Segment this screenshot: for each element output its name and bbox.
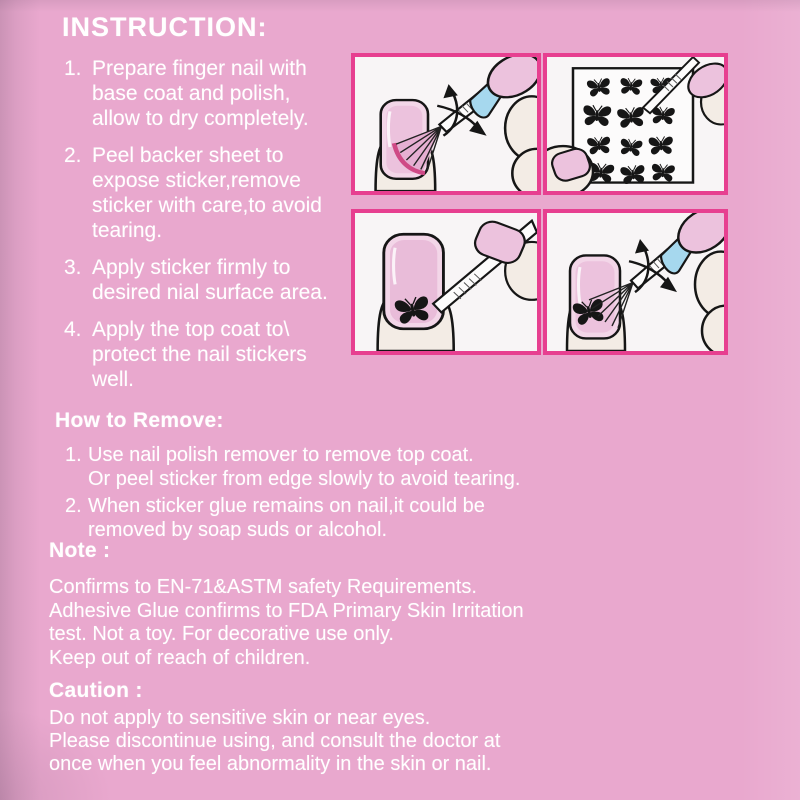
remove-item-1 [65,443,520,491]
item-line: Use nail polish remover to remove top coat. [88,444,474,466]
instruction-step-1 [64,56,364,131]
step-line: expose sticker,remove [92,169,301,192]
caution-line: Please discontinue using, and consult the doctor at [49,730,501,752]
step-line: tearing. [92,219,163,242]
item-text [88,494,485,542]
item-line: Or peel sticker from edge slowly to avoid tearing. [88,468,521,490]
step-text [92,317,307,392]
remove-item-2 [65,494,520,542]
step-line: sticker with care,to avoid [92,194,322,217]
instruction-step-3 [64,255,364,305]
note-line: Confirms to EN-71&ASTM safety Requirements. [49,576,477,598]
step-line: Apply sticker firmly to [92,256,291,279]
how-to-remove-title: How to Remove: [55,409,224,432]
instruction-steps [64,56,364,404]
step-text [92,143,322,243]
apply-sticker-illustration [355,213,537,351]
apply-polish-illustration [355,57,537,191]
step-line: well. [92,368,135,391]
step-line: desired nial surface area. [92,281,328,304]
item-text [88,443,520,491]
step-number: 4. [64,318,82,341]
step-line: protect the nail stickers [92,343,307,366]
note-line: Adhesive Glue confirms to FDA Primary Skin Irritation [49,599,524,622]
step-line: allow to dry completely. [92,107,309,130]
item-number: 2. [65,495,82,517]
item-number: 1. [65,444,82,466]
arrowhead-up [443,84,457,98]
figure-apply-sticker [351,209,541,355]
step-text [92,255,328,305]
step-number: 2. [64,144,82,167]
caution-paragraph [49,707,500,776]
step-line: Peel backer sheet to [92,144,284,167]
step-number: 3. [64,256,82,279]
step-number: 1. [64,57,82,80]
note-line: Keep out of reach of children. [49,646,311,669]
figure-top-coat [543,209,728,355]
step-line: Apply the top coat to\ [92,318,290,341]
item-line: When sticker glue remains on nail,it could be [88,495,485,517]
caution-line: once when you feel abnormality in the skin or nail. [49,753,492,775]
step-line: base coat and polish, [92,82,291,105]
caution-line: Do not apply to sensitive skin or near eyes. [49,707,431,729]
figure-peel-sticker [543,53,728,195]
instruction-step-4 [64,317,364,392]
step-text [92,56,309,131]
caution-title: Caution : [49,679,143,702]
arrowhead-up [635,239,649,253]
peel-sticker-illustration [547,57,724,191]
note-line: test. Not a toy. For decorative use only. [49,623,394,645]
instruction-step-2 [64,143,364,243]
page-title: INSTRUCTION: [62,12,268,42]
item-line: removed by soap suds or alcohol. [88,519,388,541]
step-line: Prepare finger nail with [92,57,307,80]
how-to-remove-list [65,443,520,545]
holding-finger [702,306,724,351]
note-paragraph [49,576,524,670]
top-coat-illustration [547,213,724,351]
figure-apply-polish [351,53,541,195]
note-title: Note : [49,539,111,562]
